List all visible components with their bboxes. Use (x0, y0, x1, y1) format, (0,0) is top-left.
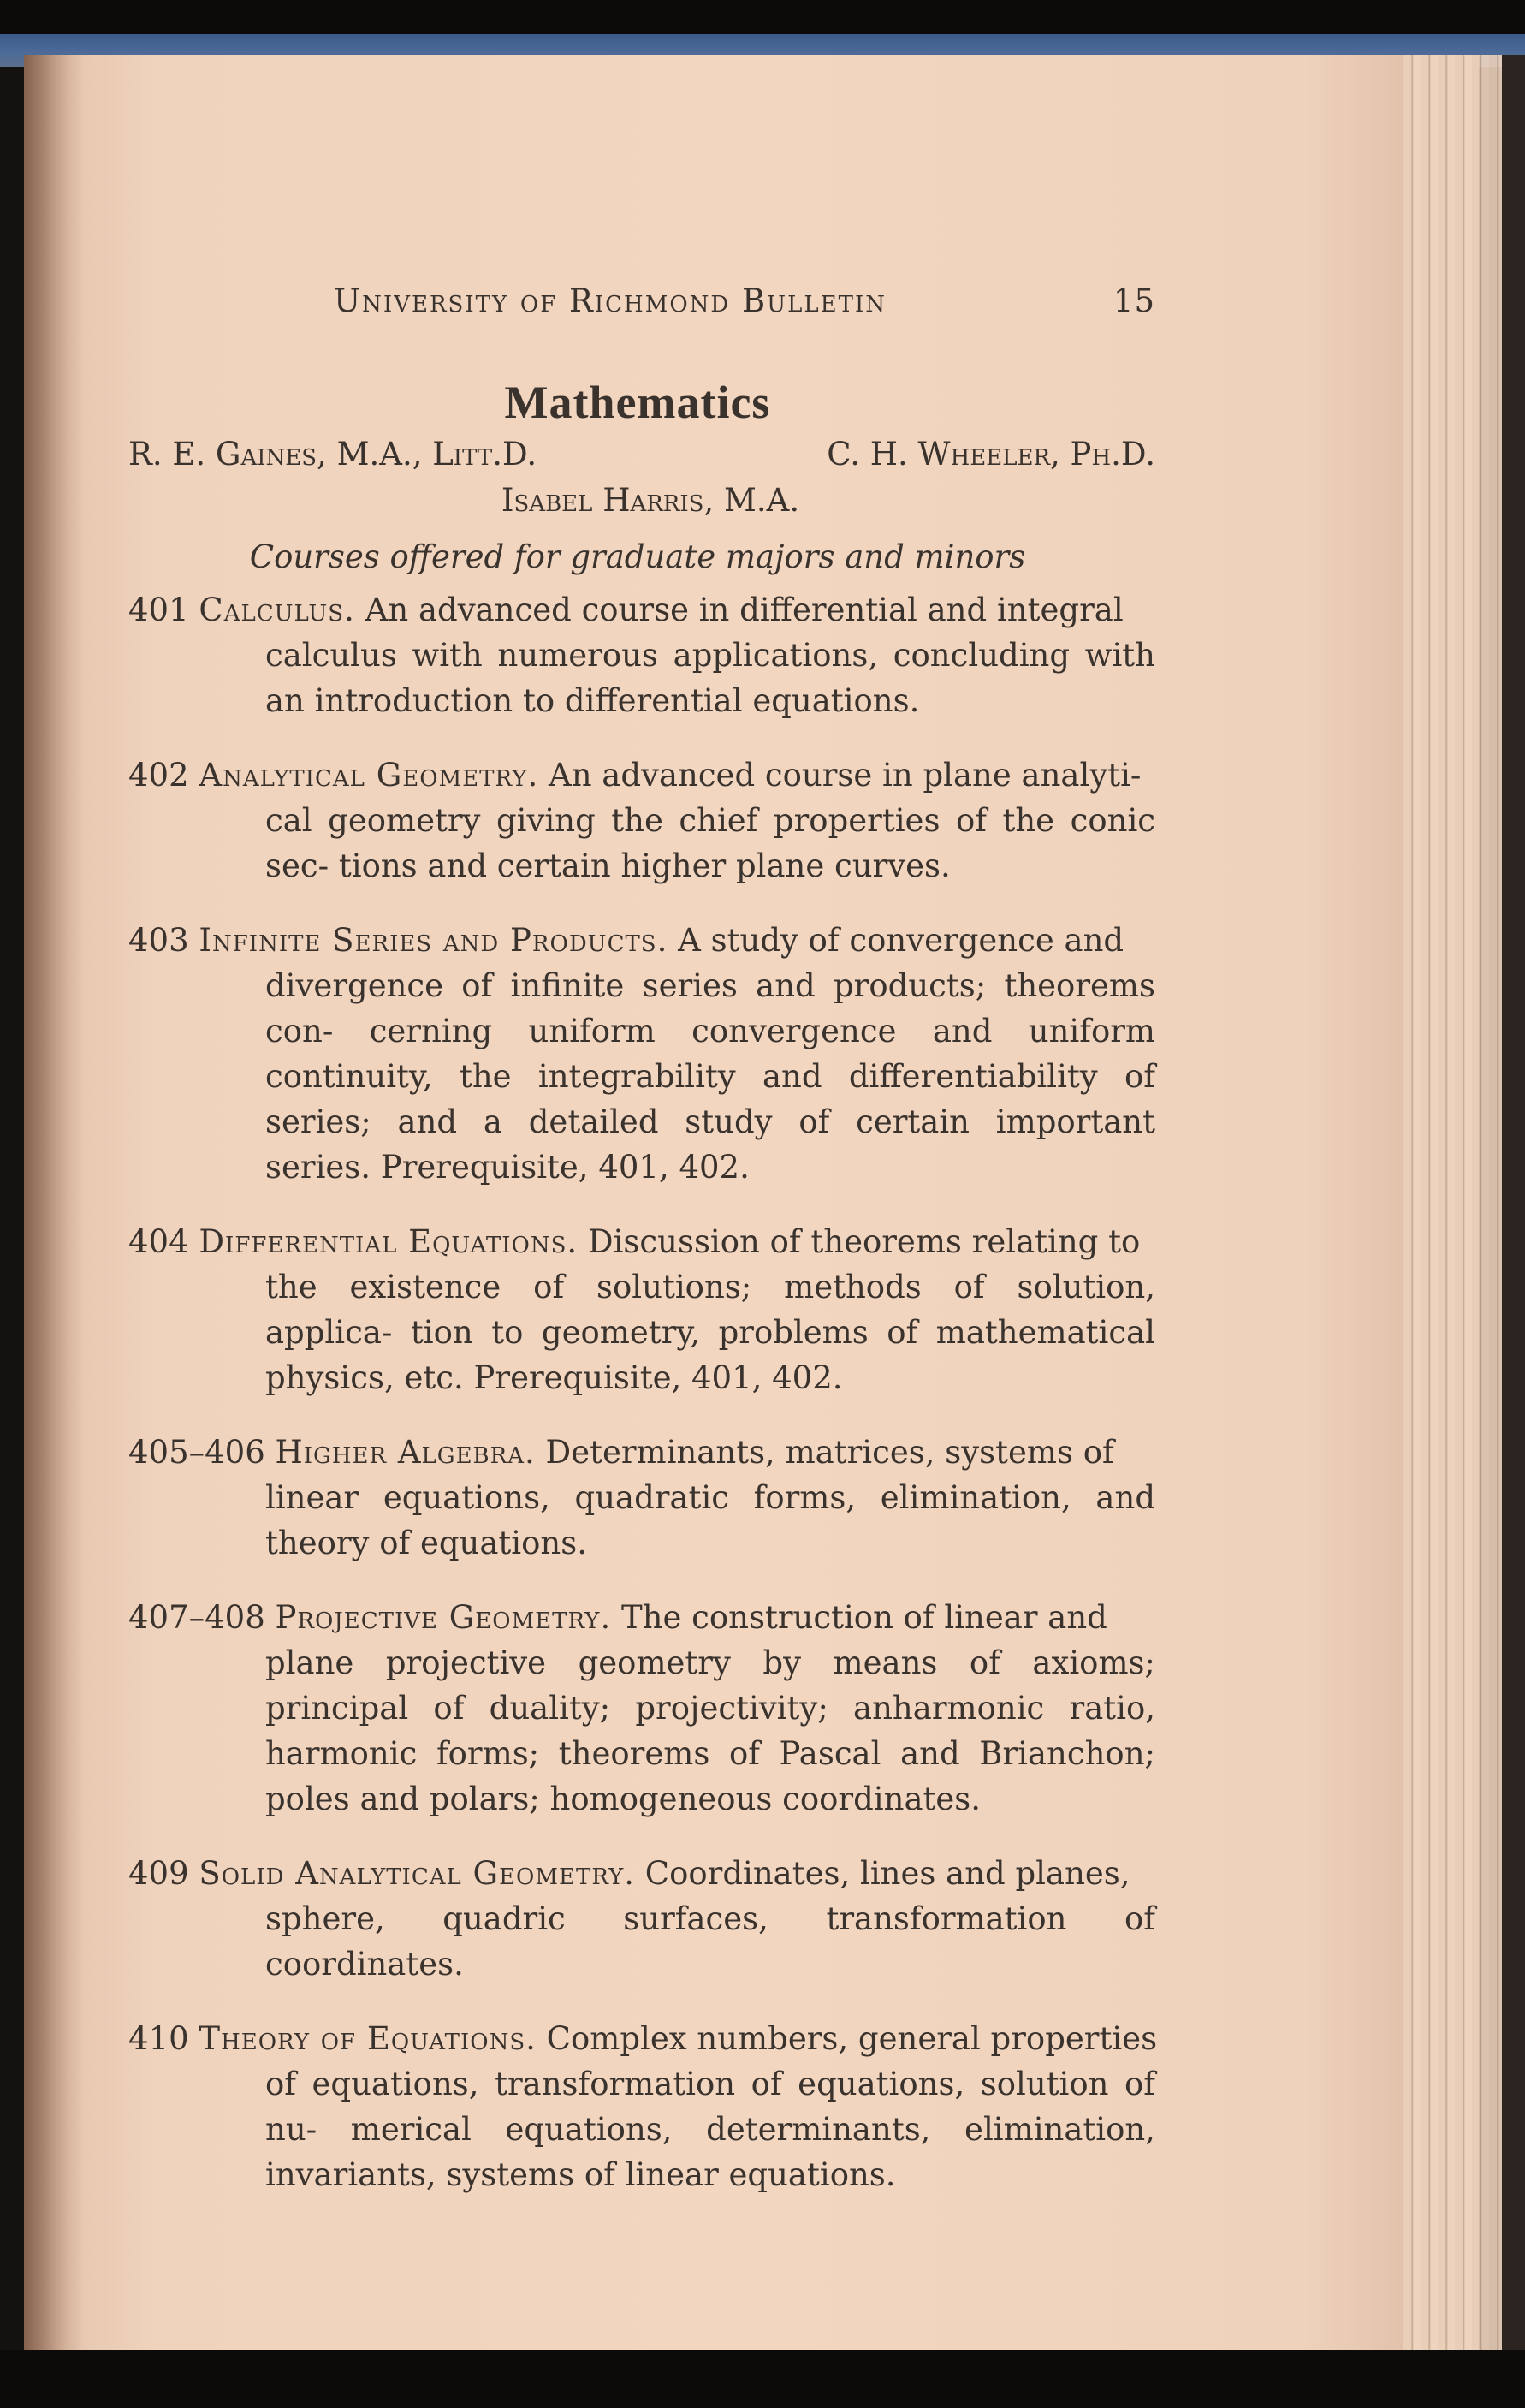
course-description-start: Complex numbers, general properties (546, 2020, 1158, 2057)
course-entry (120, 2016, 1158, 2197)
course-number: 403 (128, 922, 189, 959)
running-head-title: University of Richmond Bulletin (334, 282, 887, 319)
course-description: linear equations, quadratic forms, elimination, and theory of equations. (265, 1479, 1155, 1561)
course-description: cal geometry giving the chief properties of the conic sec- tions and certain higher plane curves. (265, 802, 1155, 884)
course-name: Analytical Geometry. (199, 757, 539, 794)
course-description-start: Determinants, matrices, systems of (545, 1434, 1114, 1471)
course-description-start: Coordinates, lines and planes, (644, 1855, 1130, 1892)
page-stack-edges (1403, 55, 1502, 2363)
course-description-start: An advanced course in differential and integral (365, 592, 1124, 628)
course-number: 410 (128, 2020, 189, 2057)
scan-right-border (1502, 55, 1525, 2363)
course-description-start: A study of convergence and (678, 922, 1124, 959)
course-description: of equations, transformation of equations, solution of nu- merical equations, determinants, elimination, invariants, systems of linear equations. (265, 2066, 1155, 2193)
course-entry (120, 1851, 1155, 1987)
course-first-line (128, 1430, 1155, 1475)
scan-bottom-border (0, 2350, 1525, 2408)
faculty-member-left: R. E. Gaines, M.A., Litt.D. (128, 436, 537, 473)
course-name: Calculus. (199, 592, 355, 628)
scan-top-border (0, 0, 1525, 34)
course-entry (120, 1219, 1155, 1400)
course-entry (120, 918, 1155, 1190)
spine-shadow (24, 55, 84, 2363)
course-entry (120, 752, 1155, 889)
running-head (120, 282, 1155, 337)
course-name: Solid Analytical Geometry. (199, 1855, 636, 1892)
course-description: plane projective geometry by means of axioms; principal of duality; projectivity; anharmonic ratio, harmonic forms; theorems of Pascal and Brianchon; poles and polars; homogeneous coordinates. (265, 1644, 1155, 1817)
page-content (120, 282, 1158, 2227)
course-entry (120, 1430, 1155, 1566)
course-name: Infinite Series and Products. (199, 922, 668, 959)
course-description-start: The construction of linear and (621, 1599, 1107, 1636)
course-first-line (128, 1219, 1155, 1264)
course-first-line (128, 2016, 1158, 2061)
faculty-member-right: C. H. Wheeler, Ph.D. (827, 436, 1155, 473)
course-first-line (128, 1595, 1155, 1640)
course-number: 409 (128, 1855, 189, 1892)
course-description-start: Discussion of theorems relating to (587, 1223, 1141, 1260)
page-number: 15 (1113, 282, 1155, 319)
course-first-line (128, 918, 1155, 963)
course-name: Differential Equations. (199, 1223, 579, 1260)
course-number: 404 (128, 1223, 189, 1260)
course-number: 407–408 (128, 1599, 265, 1636)
course-description: the existence of solutions; methods of solution, applica- tion to geometry, problems of mathematical physics, etc. Prerequisite, 401, 402. (265, 1269, 1155, 1396)
course-number: 401 (128, 592, 189, 628)
course-description-start: An advanced course in plane analyti- (548, 757, 1142, 794)
course-first-line (128, 1851, 1155, 1896)
course-name: Theory of Equations. (199, 2020, 537, 2057)
course-description: divergence of infinite series and products; theorems con- cerning uniform convergence and uniform continuity, the integrability and differentiability of series; and a detailed study of certain important series. Prerequisite, 401, 402. (265, 967, 1155, 1186)
faculty-member-center: Isabel Harris, M.A. (501, 482, 800, 519)
course-description: calculus with numerous applications, concluding with an introduction to differential equations. (265, 637, 1155, 719)
faculty-row (120, 436, 1155, 482)
course-name: Projective Geometry. (275, 1599, 612, 1636)
course-entry (120, 587, 1155, 723)
course-first-line (128, 752, 1155, 798)
course-number: 402 (128, 757, 189, 794)
course-entry (120, 1595, 1155, 1822)
courses-subtitle: Courses offered for graduate majors and minors (249, 538, 1026, 575)
course-name: Higher Algebra. (275, 1434, 536, 1471)
section-title: Mathematics (504, 377, 771, 428)
course-description: sphere, quadric surfaces, transformation of coordinates. (265, 1900, 1155, 1983)
course-number: 405–406 (128, 1434, 265, 1471)
course-first-line (128, 587, 1155, 633)
